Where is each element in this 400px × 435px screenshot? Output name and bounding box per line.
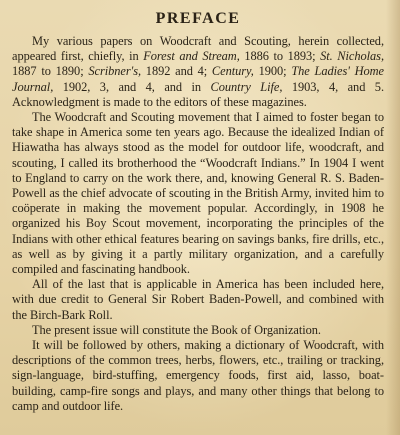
paragraph-text: It will be followed by others, making a dictionary of Woodcraft, with descriptions of the common trees, herbs, flowers, etc., trailing or tracking, sign-language, bird-stuffing, emergency foods, first aid, lasso, boat-building, camp-fire songs and plays, and many other things that belong to camp and outdoor life. <box>12 338 384 413</box>
preface-paragraph <box>12 110 384 277</box>
preface-body <box>12 34 384 414</box>
paragraph-text: My various papers on Woodcraft and Scouting, herein collected, appeared first, chiefly, in <box>12 34 384 64</box>
preface-paragraph <box>12 338 384 414</box>
publication-title: Century, <box>211 64 254 79</box>
preface-paragraph <box>12 34 384 110</box>
paragraph-text: All of the last that is applicable in America has been included here, with due credit to General Sir Robert Baden-Powell, and combined with the Birch-Bark Roll. <box>12 277 384 322</box>
paragraph-text: 1892 and 4; <box>141 64 212 79</box>
paragraph-text: The present issue will constitute the Book of Organization. <box>32 322 321 337</box>
paragraph-text: The Woodcraft and Scouting movement that I aimed to foster began to take shape in America some ten years ago. Because the idealized Indian of Hiawatha has always stood as the model for outdoor life, woodcraft, and scouting, I called its brotherhood the “Woodcraft Indians.” In 1904 I went to England to carry on the work there, and, knowing General R. S. Baden-Powell as the chief advocate of scouting in the British Army, invited him to coöperate in making the movement popular. Accordingly, in 1908 he organized his Boy Scout movement, incorporating the principles of the Indians with other ethical features bearing on savings banks, fire drills, etc., as well as by giving it a partly military organization, and a carefully compiled and fascinating handbook. <box>12 110 384 277</box>
publication-title: The Ladies' Home Journal, <box>12 64 384 94</box>
paragraph-text: 1887 to 1890; <box>12 64 89 79</box>
publication-title: Country Life, <box>210 79 283 94</box>
preface-paragraph <box>12 277 384 323</box>
paragraph-text: 1900; <box>253 64 292 79</box>
paragraph-text: 1902, 3, and 4, and in <box>53 79 211 94</box>
publication-title: St. Nicholas, <box>320 49 384 64</box>
paragraph-text: 1886 to 1893; <box>239 49 321 64</box>
paragraph-text: 1903, 4, and 5. Acknowledgment is made to the editors of these magazines. <box>12 79 384 109</box>
page-title: PREFACE <box>155 10 241 27</box>
publication-title: Forest and Stream, <box>143 49 240 64</box>
preface-paragraph <box>12 323 384 338</box>
publication-title: Scribner's, <box>88 64 142 79</box>
